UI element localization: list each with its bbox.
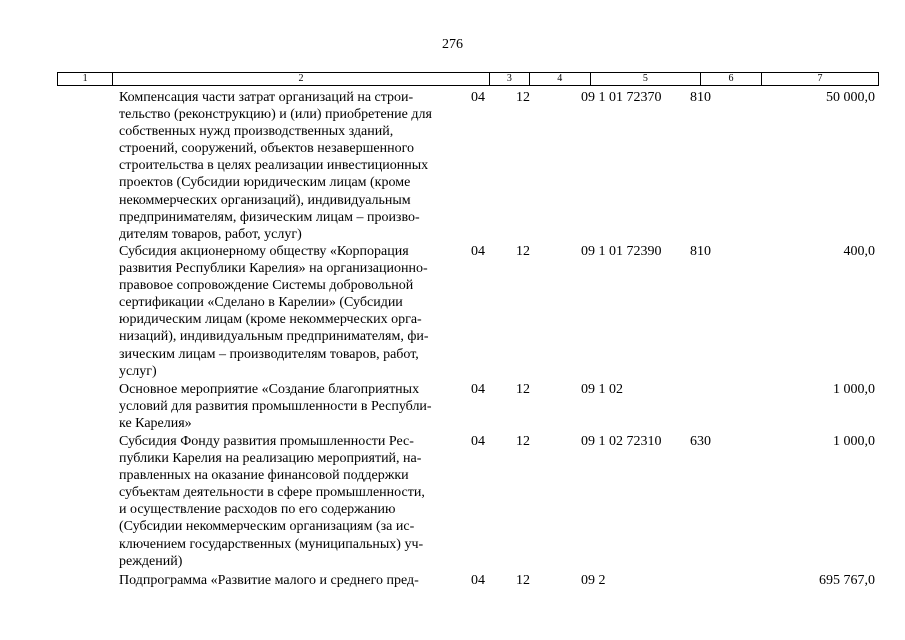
description-line: и осуществление расходов по его содержанию [119,502,396,518]
section-code: 04 [471,382,485,397]
header-col-6: 6 [701,73,762,85]
header-col-3: 3 [490,73,530,85]
description-line: строений, сооружений, объектов незавершенного [119,141,415,157]
description-line: собственных нужд производственных зданий, [119,124,394,140]
description-line: ключением государственных (муниципальных) уч- [119,536,424,552]
description-line: строительства в целях реализации инвестиционных [119,158,429,174]
row-description [119,381,459,432]
row-description [119,433,459,570]
description-line: публики Карелия на реализацию мероприятий, на- [119,451,422,467]
description-line: низаций), индивидуальным предпринимателям, фи- [119,329,429,345]
amount: 695 767,0 [819,573,875,588]
header-col-5: 5 [591,73,701,85]
description-line: (Субсидии некоммерческим организациям (за ис- [119,519,415,535]
target-article-code: 09 1 01 72370 [581,90,662,105]
section-code: 04 [471,573,485,588]
expense-type-code: 630 [690,434,711,449]
header-col-2: 2 [113,73,490,85]
description-line: Компенсация части затрат организаций на строи- [119,90,414,105]
description-line: субъектам деятельности в сфере промышленности, [119,485,425,501]
header-col-1: 1 [58,73,113,85]
header-col-4: 4 [530,73,591,85]
section-code: 04 [471,434,485,449]
description-line: Субсидия акционерному обществу «Корпорация [119,244,409,259]
description-line: некоммерческих организаций), индивидуальным [119,192,411,208]
subsection-code: 12 [516,434,530,449]
description-line: развития Республики Карелия» на организационно- [119,261,428,277]
description-line: предпринимателям, физическим лицам – произво- [119,209,420,225]
row-description [119,89,459,243]
description-line: проектов (Субсидии юридическим лицам (кроме [119,175,411,191]
amount: 50 000,0 [826,90,875,105]
description-line: зическим лицам – производителям товаров, работ, [119,346,419,362]
page-number: 276 [442,37,463,52]
target-article-code: 09 1 01 72390 [581,244,662,259]
description-line: условий для развития промышленности в Республи- [119,399,432,415]
row-description [119,243,459,380]
description-line: услуг) [119,363,157,379]
subsection-code: 12 [516,244,530,259]
table-header [57,72,879,86]
amount: 1 000,0 [833,382,875,397]
subsection-code: 12 [516,90,530,105]
amount: 400,0 [843,244,875,259]
description-line: правленных на оказание финансовой поддержки [119,468,409,484]
target-article-code: 09 2 [581,573,606,588]
description-line: юридическим лицам (кроме некоммерческих орга- [119,312,422,328]
row-description [119,572,459,589]
amount: 1 000,0 [833,434,875,449]
description-line: Подпрограмма «Развитие малого и среднего пред- [119,573,419,588]
description-line: сертификации «Сделано в Карелии» (Субсидии [119,295,403,311]
subsection-code: 12 [516,573,530,588]
section-code: 04 [471,244,485,259]
header-col-7: 7 [817,73,823,84]
target-article-code: 09 1 02 [581,382,623,397]
target-article-code: 09 1 02 72310 [581,434,662,449]
description-line: реждений) [119,553,183,569]
description-line: правовое сопровождение Системы добровольной [119,278,414,294]
description-line: Субсидия Фонду развития промышленности Рес- [119,434,414,449]
expense-type-code: 810 [690,90,711,105]
section-code: 04 [471,90,485,105]
description-line: дителям товаров, работ, услуг) [119,226,302,242]
subsection-code: 12 [516,382,530,397]
description-line: тельство (реконструкцию) и (или) приобретение для [119,107,432,123]
expense-type-code: 810 [690,244,711,259]
description-line: ке Карелия» [119,416,192,432]
description-line: Основное мероприятие «Создание благоприятных [119,382,420,397]
